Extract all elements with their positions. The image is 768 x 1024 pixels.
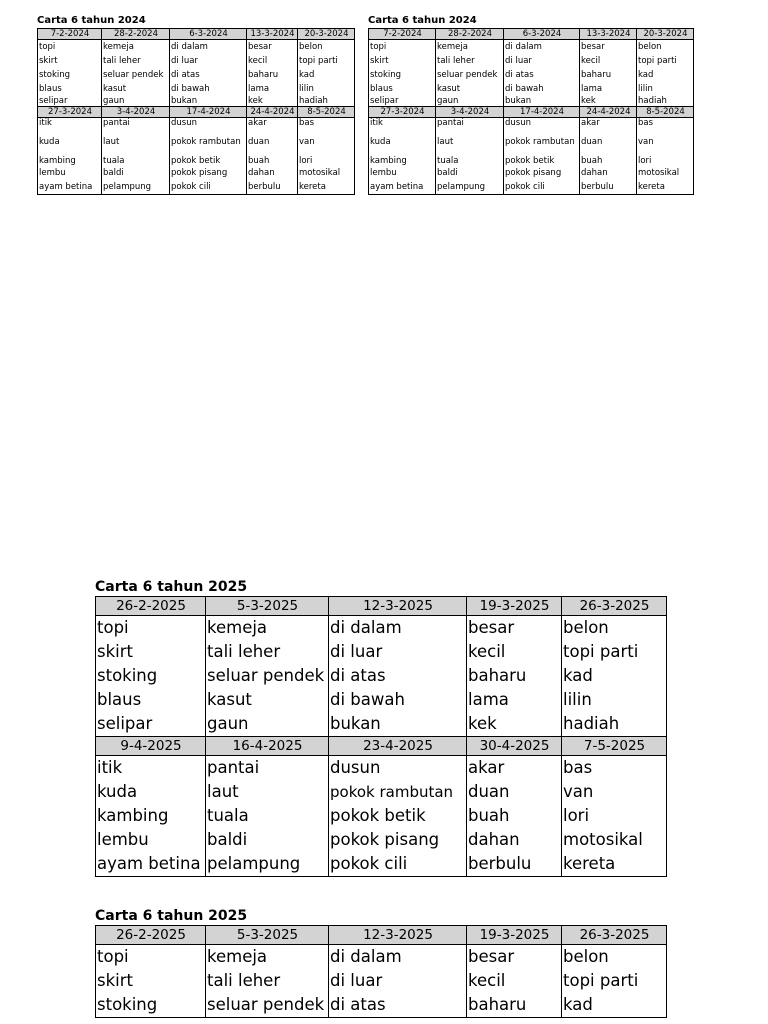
word-cell: kecil — [580, 54, 637, 68]
date-header-row — [369, 29, 694, 40]
table-row — [38, 118, 355, 129]
word-cell: kemeja — [206, 616, 329, 641]
word-cell: baharu — [467, 993, 562, 1018]
word-cell: kek — [580, 96, 637, 107]
word-cell: ayam betina — [38, 180, 102, 195]
sheet-title: Carta 6 tahun 2024 — [368, 15, 477, 26]
word-cell: laut — [102, 128, 170, 156]
word-cell: pantai — [102, 118, 170, 129]
word-cell: baharu — [247, 68, 298, 82]
date-cell: 20-3-2024 — [637, 29, 694, 40]
word-cell: topi — [96, 945, 206, 970]
word-cell: kek — [247, 96, 298, 107]
table-row — [96, 780, 667, 804]
word-cell: baldi — [436, 166, 504, 180]
word-cell: van — [637, 128, 694, 156]
date-cell: 28-2-2024 — [102, 29, 170, 40]
word-cell: kemeja — [102, 40, 170, 55]
date-header-row — [96, 737, 667, 756]
word-cell: tali leher — [206, 969, 329, 993]
date-cell: 3-4-2024 — [436, 107, 504, 118]
date-cell: 5-3-2025 — [206, 597, 329, 616]
word-chart-table — [37, 28, 355, 195]
word-cell: berbulu — [467, 852, 562, 877]
word-cell: pokok rambutan — [504, 128, 580, 156]
word-cell: di luar — [329, 640, 467, 664]
word-cell: stoking — [369, 68, 436, 82]
word-cell: stoking — [38, 68, 102, 82]
table-row — [369, 54, 694, 68]
word-cell: itik — [369, 118, 436, 129]
word-cell: itik — [96, 756, 206, 781]
table-row — [38, 156, 355, 166]
table-row — [369, 96, 694, 107]
word-cell: di luar — [329, 969, 467, 993]
word-cell: duan — [580, 128, 637, 156]
word-cell: di atas — [170, 68, 247, 82]
word-cell: stoking — [96, 664, 206, 688]
word-cell: di atas — [329, 993, 467, 1018]
word-cell: skirt — [38, 54, 102, 68]
word-cell: lembu — [369, 166, 436, 180]
date-cell: 6-3-2024 — [504, 29, 580, 40]
word-cell: pokok pisang — [170, 166, 247, 180]
date-cell: 7-2-2024 — [38, 29, 102, 40]
table-row — [96, 664, 667, 688]
table-row — [38, 128, 355, 156]
word-cell: pokok pisang — [504, 166, 580, 180]
word-cell: seluar pendek — [436, 68, 504, 82]
date-cell: 23-4-2025 — [329, 737, 467, 756]
date-cell: 30-4-2025 — [467, 737, 562, 756]
word-cell: kasut — [436, 82, 504, 96]
date-cell: 12-3-2025 — [329, 926, 467, 945]
word-cell: pokok rambutan — [329, 780, 467, 804]
table-row — [96, 688, 667, 712]
table-row — [369, 180, 694, 195]
word-cell: kereta — [298, 180, 355, 195]
word-cell: kuda — [96, 780, 206, 804]
word-cell: kecil — [467, 640, 562, 664]
word-cell: stoking — [96, 993, 206, 1018]
word-cell: hadiah — [562, 712, 667, 737]
word-cell: kambing — [38, 156, 102, 166]
word-cell: topi parti — [637, 54, 694, 68]
word-cell: duan — [247, 128, 298, 156]
date-cell: 5-3-2025 — [206, 926, 329, 945]
word-cell: belon — [298, 40, 355, 55]
word-cell: skirt — [96, 640, 206, 664]
word-cell: di dalam — [329, 945, 467, 970]
table-row — [38, 82, 355, 96]
word-cell: pantai — [206, 756, 329, 781]
word-cell: kereta — [637, 180, 694, 195]
chart-sheet-2025 — [95, 580, 667, 877]
word-cell: belon — [562, 616, 667, 641]
word-cell: van — [562, 780, 667, 804]
word-cell: tali leher — [102, 54, 170, 68]
date-header-row — [369, 107, 694, 118]
word-cell: topi — [369, 40, 436, 55]
word-cell: di atas — [329, 664, 467, 688]
word-cell: di bawah — [170, 82, 247, 96]
word-cell: pelampung — [206, 852, 329, 877]
table-row — [96, 712, 667, 737]
chart-sheet-2024-right — [368, 16, 694, 195]
table-row — [369, 118, 694, 129]
word-cell: baharu — [580, 68, 637, 82]
date-cell: 26-2-2025 — [96, 597, 206, 616]
word-cell: lilin — [562, 688, 667, 712]
date-cell: 24-4-2024 — [580, 107, 637, 118]
date-header-row — [38, 107, 355, 118]
word-cell: pokok betik — [170, 156, 247, 166]
word-chart-table — [368, 28, 694, 195]
date-cell: 19-3-2025 — [467, 597, 562, 616]
sheet-title: Carta 6 tahun 2025 — [95, 908, 248, 924]
word-cell: baharu — [467, 664, 562, 688]
word-cell: lori — [298, 156, 355, 166]
date-header-row — [38, 29, 355, 40]
word-cell: lori — [562, 804, 667, 828]
date-cell: 28-2-2024 — [436, 29, 504, 40]
word-chart-table — [95, 925, 667, 1018]
table-row — [369, 156, 694, 166]
date-cell: 17-4-2024 — [504, 107, 580, 118]
sheet-title: Carta 6 tahun 2024 — [37, 15, 146, 26]
table-row — [369, 82, 694, 96]
table-row — [369, 40, 694, 55]
word-cell: pokok cili — [504, 180, 580, 195]
date-cell: 13-3-2024 — [580, 29, 637, 40]
word-cell: hadiah — [637, 96, 694, 107]
table-row — [38, 96, 355, 107]
table-row — [96, 640, 667, 664]
word-cell: lori — [637, 156, 694, 166]
word-cell: lilin — [637, 82, 694, 96]
word-cell: dusun — [170, 118, 247, 129]
table-row — [96, 969, 667, 993]
date-cell: 12-3-2025 — [329, 597, 467, 616]
word-cell: laut — [436, 128, 504, 156]
word-cell: di bawah — [329, 688, 467, 712]
chart-sheet-2025-bottom — [95, 909, 667, 1018]
word-cell: topi parti — [562, 969, 667, 993]
date-cell: 8-5-2024 — [298, 107, 355, 118]
word-cell: lilin — [298, 82, 355, 96]
word-cell: kambing — [369, 156, 436, 166]
word-cell: seluar pendek — [206, 993, 329, 1018]
table-row — [96, 993, 667, 1018]
date-header-row — [96, 926, 667, 945]
date-cell: 9-4-2025 — [96, 737, 206, 756]
table-row — [96, 828, 667, 852]
word-cell: ayam betina — [369, 180, 436, 195]
word-cell: pelampung — [436, 180, 504, 195]
word-cell: kecil — [467, 969, 562, 993]
date-header-row — [96, 597, 667, 616]
word-cell: selipar — [38, 96, 102, 107]
word-cell: belon — [637, 40, 694, 55]
word-cell: bas — [562, 756, 667, 781]
word-cell: kek — [467, 712, 562, 737]
word-cell: di luar — [170, 54, 247, 68]
word-cell: berbulu — [247, 180, 298, 195]
word-cell: di luar — [504, 54, 580, 68]
word-cell: di dalam — [329, 616, 467, 641]
date-cell: 20-3-2024 — [298, 29, 355, 40]
word-cell: motosikal — [637, 166, 694, 180]
date-cell: 7-5-2025 — [562, 737, 667, 756]
word-cell: tuala — [206, 804, 329, 828]
word-cell: besar — [467, 945, 562, 970]
date-cell: 7-2-2024 — [369, 29, 436, 40]
word-cell: kecil — [247, 54, 298, 68]
table-row — [96, 945, 667, 970]
word-cell: besar — [580, 40, 637, 55]
word-cell: topi — [38, 40, 102, 55]
word-cell: dusun — [504, 118, 580, 129]
table-row — [38, 180, 355, 195]
word-cell: dusun — [329, 756, 467, 781]
word-cell: van — [298, 128, 355, 156]
word-cell: dahan — [580, 166, 637, 180]
table-row — [96, 804, 667, 828]
word-cell: kereta — [562, 852, 667, 877]
word-cell: pokok pisang — [329, 828, 467, 852]
word-cell: topi parti — [562, 640, 667, 664]
table-row — [369, 128, 694, 156]
word-cell: kuda — [369, 128, 436, 156]
word-cell: selipar — [369, 96, 436, 107]
word-cell: di dalam — [170, 40, 247, 55]
word-cell: topi parti — [298, 54, 355, 68]
word-cell: laut — [206, 780, 329, 804]
word-cell: gaun — [436, 96, 504, 107]
word-cell: pokok rambutan — [170, 128, 247, 156]
word-cell: seluar pendek — [206, 664, 329, 688]
word-cell: blaus — [38, 82, 102, 96]
date-cell: 3-4-2024 — [102, 107, 170, 118]
word-cell: kasut — [102, 82, 170, 96]
date-cell: 24-4-2024 — [247, 107, 298, 118]
date-cell: 27-3-2024 — [369, 107, 436, 118]
word-cell: lama — [467, 688, 562, 712]
table-row — [38, 54, 355, 68]
word-cell: pokok betik — [504, 156, 580, 166]
chart-sheet-2024-left — [37, 16, 355, 195]
word-cell: lembu — [96, 828, 206, 852]
word-cell: dahan — [467, 828, 562, 852]
word-cell: di bawah — [504, 82, 580, 96]
date-cell: 26-2-2025 — [96, 926, 206, 945]
table-row — [38, 40, 355, 55]
table-row — [38, 68, 355, 82]
word-cell: kuda — [38, 128, 102, 156]
word-cell: motosikal — [298, 166, 355, 180]
word-cell: akar — [467, 756, 562, 781]
word-cell: tali leher — [436, 54, 504, 68]
word-cell: besar — [467, 616, 562, 641]
word-cell: kemeja — [206, 945, 329, 970]
word-cell: akar — [580, 118, 637, 129]
word-cell: baldi — [102, 166, 170, 180]
word-cell: blaus — [369, 82, 436, 96]
word-cell: gaun — [102, 96, 170, 107]
word-cell: hadiah — [298, 96, 355, 107]
table-row — [38, 166, 355, 180]
date-cell: 16-4-2025 — [206, 737, 329, 756]
word-cell: skirt — [369, 54, 436, 68]
table-row — [369, 68, 694, 82]
word-cell: dahan — [247, 166, 298, 180]
word-cell: tuala — [436, 156, 504, 166]
word-cell: kasut — [206, 688, 329, 712]
word-cell: tuala — [102, 156, 170, 166]
word-cell: ayam betina — [96, 852, 206, 877]
word-cell: kad — [562, 993, 667, 1018]
date-cell: 19-3-2025 — [467, 926, 562, 945]
date-cell: 13-3-2024 — [247, 29, 298, 40]
word-cell: pokok cili — [170, 180, 247, 195]
word-cell: kemeja — [436, 40, 504, 55]
date-cell: 27-3-2024 — [38, 107, 102, 118]
word-cell: buah — [467, 804, 562, 828]
word-cell: itik — [38, 118, 102, 129]
word-cell: kad — [637, 68, 694, 82]
word-cell: baldi — [206, 828, 329, 852]
word-cell: akar — [247, 118, 298, 129]
word-cell: tali leher — [206, 640, 329, 664]
word-cell: pantai — [436, 118, 504, 129]
table-row — [96, 616, 667, 641]
word-cell: kad — [562, 664, 667, 688]
word-cell: lama — [247, 82, 298, 96]
word-cell: pelampung — [102, 180, 170, 195]
word-cell: buah — [580, 156, 637, 166]
word-cell: bukan — [504, 96, 580, 107]
word-cell: lama — [580, 82, 637, 96]
word-cell: skirt — [96, 969, 206, 993]
word-cell: di dalam — [504, 40, 580, 55]
table-row — [369, 166, 694, 180]
word-cell: blaus — [96, 688, 206, 712]
word-cell: selipar — [96, 712, 206, 737]
word-chart-table — [95, 596, 667, 877]
date-cell: 26-3-2025 — [562, 926, 667, 945]
word-cell: topi — [96, 616, 206, 641]
word-cell: duan — [467, 780, 562, 804]
word-cell: bukan — [329, 712, 467, 737]
date-cell: 8-5-2024 — [637, 107, 694, 118]
word-cell: bas — [298, 118, 355, 129]
word-cell: seluar pendek — [102, 68, 170, 82]
table-row — [96, 756, 667, 781]
word-cell: kad — [298, 68, 355, 82]
word-cell: besar — [247, 40, 298, 55]
word-cell: pokok cili — [329, 852, 467, 877]
word-cell: gaun — [206, 712, 329, 737]
date-cell: 6-3-2024 — [170, 29, 247, 40]
date-cell: 17-4-2024 — [170, 107, 247, 118]
word-cell: buah — [247, 156, 298, 166]
word-cell: berbulu — [580, 180, 637, 195]
sheet-title: Carta 6 tahun 2025 — [95, 579, 248, 595]
word-cell: kambing — [96, 804, 206, 828]
word-cell: di atas — [504, 68, 580, 82]
word-cell: bas — [637, 118, 694, 129]
word-cell: pokok betik — [329, 804, 467, 828]
word-cell: motosikal — [562, 828, 667, 852]
date-cell: 26-3-2025 — [562, 597, 667, 616]
word-cell: bukan — [170, 96, 247, 107]
word-cell: belon — [562, 945, 667, 970]
word-cell: lembu — [38, 166, 102, 180]
table-row — [96, 852, 667, 877]
